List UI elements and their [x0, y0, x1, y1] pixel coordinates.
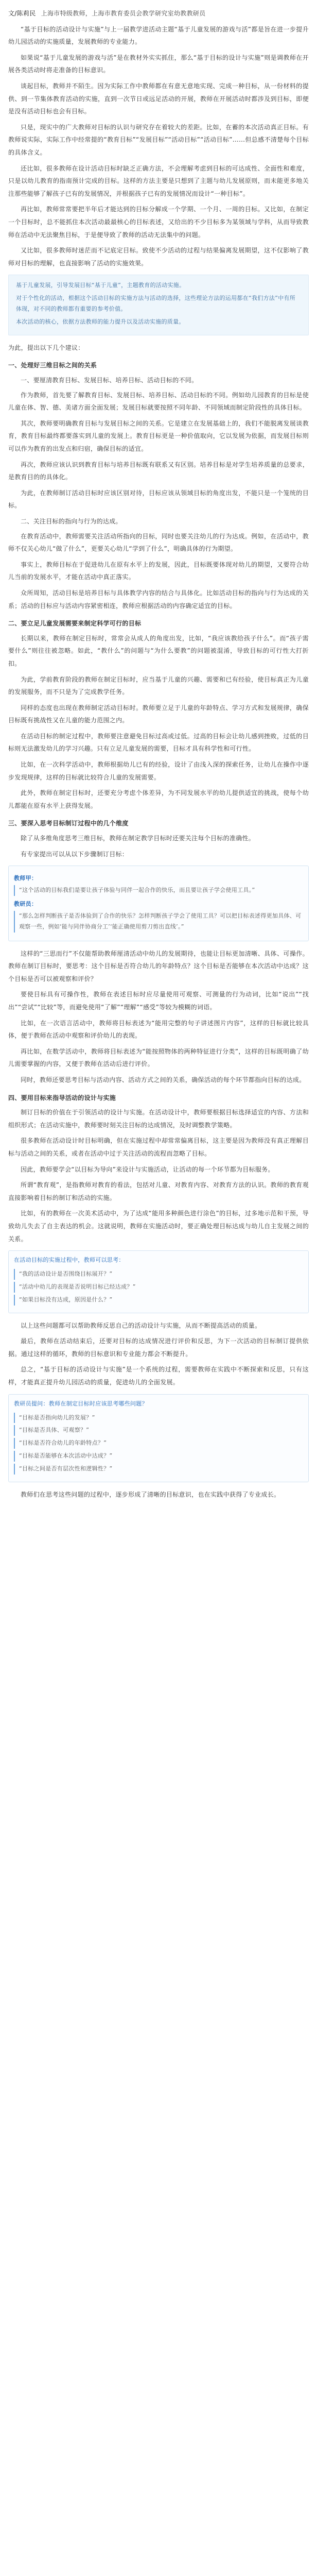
body-paragraph: 在教育活动中，教师需要关注活动所指向的目标，同时也要关注幼儿的行为达成。例如，在活动中，教师不仅关心幼儿“做了什么”，更要关心幼儿“学到了什么”，明确具体的行为期望。 [8, 532, 309, 553]
section-heading: 三、要深入思考目标制订过程中的几个维度 [8, 820, 129, 827]
speaker-quote: “这个活动的目标我们是要让孩子体验与同伴一起合作的快乐，而且要让孩子学会使用工具。” [14, 885, 303, 896]
transition-text: 为此，提出以下几个建议： [8, 344, 84, 351]
speaker-label: 教研员： [14, 901, 38, 907]
quote-line: 基于儿童发展，引导发展目标“基于儿童”，主题教育的活动实施。 [16, 282, 185, 289]
body-paragraph: 作为教师，首先要了解教育目标、发展目标、培养目标、活动目标的不同。例如幼儿园教育的目标是使儿童在体、智、德、美诸方面全面发展；发展目标就要按照不同年龄、不同领域而制定阶段性的具体目标。 [8, 391, 309, 412]
body-paragraph: 众所周知，活动目标是培养目标与具体教学内容的结合与具体化。比如活动目标的指向与行为达成的关系；活动的目标应与活动内容紧密相连，教师应根据活动的内容确定适宜的目标。 [8, 589, 309, 609]
body-paragraph: 最后，教师在活动结束后，还要对目标的达成情况进行评价和反思，为下一次活动的目标制订提供依据。通过这样的循环，教师的目标意识和专业能力都会不断提升。 [8, 1337, 309, 1358]
reflection-item: “如果目标没有达成，原因是什么？” [14, 1295, 303, 1306]
body-paragraph: 以上这些问题都可以帮助教师反思自己的活动设计与实施，从而不断提高活动的质量。 [21, 1321, 261, 1329]
list-item: “目标是否具体、可观察？” [14, 1425, 303, 1436]
highlight-quote [8, 275, 309, 335]
intro-paragraph: 只是，现实中的广大教师对目标的认识与研究存在着较大的差距。比如，在蓄的本次活动真正目标。有教师说实际，实际工作中经常提的“教育目标”“发展目标”“活动目标”“活动目标”……但总感不清楚每个目标的具体含义。 [8, 123, 309, 156]
body-paragraph: 所谓“教育观”，是指教师对教育的看法，包括对儿童、对教育内容、对教育方法的认识。教师的教育观直接影响着目标的制订和活动的实施。 [8, 1181, 309, 1201]
body-paragraph: 要使目标具有可操作性，教师在表述目标时应尽量使用可观察、可测量的行为动词，比如“说出”“找出”“尝试”“比较”等，而避免使用“了解”“理解”“感受”等较为模糊的词语。 [8, 991, 309, 1011]
list-item: “目标是否指向幼儿的发展？” [14, 1413, 303, 1423]
byline [8, 7, 309, 20]
list-question: 教研员提问：教师在制定目标时应该思考哪些问题？ [14, 1400, 148, 1407]
question-list-box [8, 1394, 309, 1482]
section-heading: 一、处理好三维目标之间的关系 [8, 362, 97, 369]
speaker-label: 教师甲： [14, 875, 38, 882]
body-paragraph: 为此，在教师制订活动目标时应该区别对待，目标应该从领域目标的角度出发，不能只是一个笼统的目标。 [8, 489, 309, 510]
reflection-box [8, 1250, 309, 1313]
body-paragraph: 这样的“三思而行”不仅能帮助教师厘清活动中幼儿的发展期待，也能让目标更加清晰、具体、可操作。教师在制订目标时，要思考：这个目标是否符合幼儿的年龄特点？这个目标是否能够在本次活动中达成？这个目标是否可以被观察和评价？ [8, 950, 309, 982]
sub-heading: 一、要厘清教育目标、发展目标、培养目标、活动目标的不同。 [21, 377, 198, 384]
body-paragraph: 再比如，在数学活动中，教师将目标表述为“能按照物体的两种特征进行分类”，这样的目标既明确了幼儿需要掌握的内容，又便于教师在活动后进行评价。 [8, 1047, 309, 1068]
quote-line: 本次活动的核心，依据方法教师的能力提升以及活动实施的质量。 [16, 318, 185, 325]
affiliation: 上海市特级教师，上海市教育委员会教学研究室幼教教研员 [41, 10, 206, 17]
body-paragraph: 很多教师在活动设计时目标明确，但在实施过程中却常常偏离目标，这主要是因为教师没有真正理解目标与活动之间的关系，或者在活动中过于关注活动的流程而忽略了目标。 [8, 1137, 309, 1157]
body-paragraph: 同样的态度也出现在教师制定活动目标时。教师要立足于儿童的年龄特点、学习方式和发展规律，确保目标既有挑战性又在儿童的能力范围之内。 [8, 704, 309, 724]
section-heading: 二、要立足儿童发展需要来制定科学可行的目标 [8, 620, 142, 628]
section-heading: 四、要用目标来指导活动的设计与实施 [8, 1094, 116, 1101]
body-paragraph: 比如，在一次语言活动中，教师将目标表述为“能用完整的句子讲述图片内容”，这样的目标就比较具体，便于教师在活动中观察和评价幼儿的表现。 [8, 1019, 309, 1040]
intro-paragraph: 谈起目标，教师并不陌生。因为实际工作中教师都在有意无意地实现、完成一种目标，从一份材料的提供、到一节集体教育活动的实施，直到一次节日或远足活动的开展，教师在开展活动时都涉及到目标，即便是没有活动目标也会有目标。 [8, 82, 309, 115]
intro-paragraph: 还比如，很多教师在设计活动目标时缺乏正确方法，不会理解考虑到目标的可达成性、全面性和难度，只是以幼儿教育的指南预计完成的目标。这样的方法主要是只想到了主题与幼儿发展原则，而未能更多地关注那些能够了解孩子已有的发展情况，并根据孩子已有的发展情况而设计“一种目标”。 [8, 164, 309, 197]
author: 文/陈莉民 [8, 10, 36, 17]
intro-paragraph: “基于目标的活动设计与实施”与上一届教学进活动主题“基于儿童发展的游戏与活”都是旨在进一步提升幼儿园活动的实施质量，发展教师的专业能力。 [8, 25, 309, 46]
closing-paragraph: 教师们在思考这些问题的过程中，逐步形成了清晰的目标意识，也在实践中获得了专业成长。 [21, 1491, 280, 1499]
body-paragraph: 因此，教师要学会“以目标为导向”来设计与实施活动，让活动的每一个环节都为目标服务。 [21, 1165, 274, 1173]
body-paragraph: 同时，教师还要思考目标与活动内容、活动方式之间的关系，确保活动的每个环节都指向目标的达成。 [21, 1076, 306, 1084]
reflection-item: “我的活动设计是否围绕目标展开？” [14, 1269, 303, 1280]
sub-heading: 二、关注目标的指向与行为的达成。 [21, 517, 122, 525]
list-item: “目标是否符合幼儿的年龄特点？” [14, 1438, 303, 1449]
intro-paragraph: 再比如，教师常常要把半年后才能达到的目标分解成一个学期、一个月、一周的目标。又比如，在制定一个目标时，总不能抓住本次活动最最核心的目标表述，又给出的不少目标多为某领域与学科，从而导致教师在活动中无法聚焦目标，于是便导致了教师的活动无法集中的问题。 [8, 206, 309, 239]
body-paragraph: 为此，学前教育阶段的教师在制定目标时，应当基于儿童的兴趣、需要和已有经验，使目标真正为儿童的发展服务，而不只是为了完成教学任务。 [8, 675, 309, 696]
body-paragraph: 长期以来，教师在制定目标时，常常会从成人的角度出发，比如，“我应该教给孩子什么”。而“孩子需要什么”则往往被忽略。如此，“教什么”的问题与“为什么要教”的问题被混淆，导致目标的可行性大打折扣。 [8, 634, 309, 667]
body-paragraph: 制订目标的价值在于引领活动的设计与实施。在活动设计中，教师要根据目标选择适宜的内容、方法和组织形式；在活动实施中，教师要时刻关注目标的达成情况，及时调整教学策略。 [8, 1109, 309, 1129]
quote-line: 对于个性化的活动，根据这个活动目标的实施方法与活动的选择，这些理论方法的运用都在“我们方法”中有所体现，对不同的教师都有重要的参考价值。 [16, 295, 296, 313]
body-paragraph: 比如，在一次科学活动中，教师根据幼儿已有的经验，设计了由浅入深的探索任务，让幼儿在操作中逐步发现规律，这样的目标就比较符合儿童的发展需要。 [8, 761, 309, 781]
body-paragraph: 此外，教师在制定目标时，还要充分考虑个体差异，为不同发展水平的幼儿提供适宜的挑战，使每个幼儿都能在原有水平上获得发展。 [8, 789, 309, 809]
body-paragraph: 事实上，教师目标在于促进幼儿在原有水平上的发展，因此，目标既要体现对幼儿的期望，又要符合幼儿当前的发展水平，才能在活动中真正落实。 [8, 561, 309, 581]
body-paragraph: 在活动目标的制定过程中，教师要注意避免目标过高或过低。过高的目标会让幼儿感到挫败，过低的目标则无法激发幼儿的学习兴趣。只有立足儿童发展的需要，目标才具有科学性和可行性。 [8, 732, 309, 753]
body-paragraph: 除了从多维角度思考三维目标，教师在制定教学目标时还要关注每个目标的准确性。 [21, 835, 255, 842]
body-paragraph: 有专家提出可以从以下步骤制订目标： [21, 850, 129, 858]
intro-paragraph: 又比如，很多教师时迷茫而不记底定目标。致使不少活动的过程与结果偏离发展期望，这不仅影响了教师对目标的理解，也直接影响了活动的实施效果。 [8, 247, 309, 267]
intro-paragraph: 如果说“基于儿童发展的游戏与活”是在教材外实实抓住，那么“基于目标的设计与实施”则是调教师在开展各类活动时将走准备的目标意识。 [8, 54, 309, 74]
body-paragraph: 总之，“基于目标的活动设计与实施”是一个系统的过程，需要教师在实践中不断探索和反思，只有这样，才能真正提升幼儿园活动的质量，促进幼儿的全面发展。 [8, 1366, 309, 1386]
list-item: “目标是否能够在本次活动中达成？” [14, 1451, 303, 1462]
body-paragraph: 比如，有的教师在一次美术活动中，为了达成“能用多种颜色进行涂色”的目标，过多地示范和干预，导致幼儿失去了自主表达的机会。这就说明，教师在实施活动时，要正确处理目标达成与幼儿自主发展之间的关系。 [8, 1210, 309, 1243]
speaker-quote: “那么怎样判断孩子是否体验到了合作的快乐？怎样判断孩子学会了使用工具？可以把目标表述得更加具体、可观察一些，例如‘能与同伴协商分工’‘能正确使用剪刀剪出直线’。” [14, 911, 303, 933]
reflection-item: “活动中幼儿的表现是否说明目标已经达成？” [14, 1282, 303, 1293]
reflection-question: 在活动目标的实施过程中，教师可以思考： [14, 1257, 125, 1264]
list-item: “目标之间是否有层次性和逻辑性？” [14, 1464, 303, 1475]
dialogue-box [8, 866, 309, 941]
body-paragraph: 再次，教师应该认识到教育目标与培养目标既有联系又有区别。培养目标是对学生培养质量的总要求，是教育目的的具体化。 [8, 461, 309, 481]
body-paragraph: 其次，教师要明确教育目标与发展目标之间的关系。它是建立在发展基础上的，我们不能脱离发展谈教育，教育目标最终都要落实到儿童的发展上。教育目标更是一种价值取向，它以发展为依据，而发展目标则可以作为教育的出发点和归宿，确保目标的适宜。 [8, 419, 309, 452]
